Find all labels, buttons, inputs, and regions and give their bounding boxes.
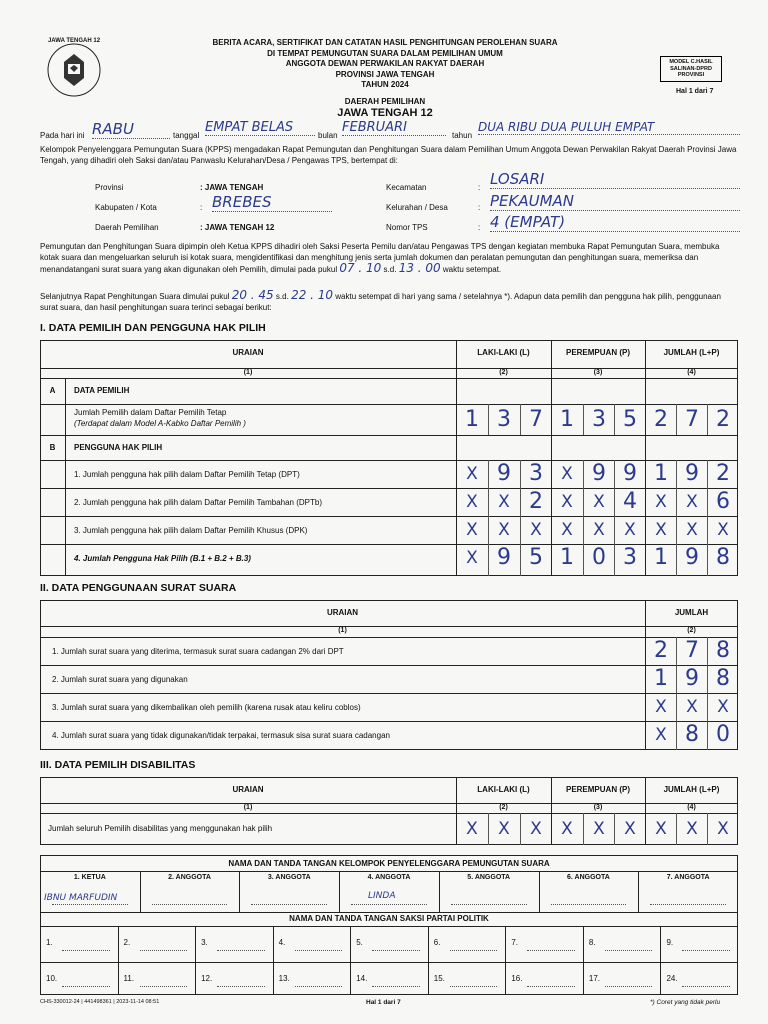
s1-col-j: JUMLAH (L+P)	[663, 348, 720, 357]
surat-suara-row-label: 3. Jumlah surat suara yang dikembalikan oleh pemilih (karena rusak atau keliru coblos)	[52, 703, 361, 712]
disabilitas-digit: X	[593, 819, 605, 839]
kecamatan-label: Kecamatan	[386, 183, 427, 192]
kecamatan-colon: :	[478, 183, 481, 192]
saksi-signature-line[interactable]	[295, 950, 343, 951]
kpu-logo	[46, 42, 102, 98]
surat-suara-row-label: 2. Jumlah surat suara yang digunakan	[52, 675, 188, 684]
footer-note: *) Coret yang tidak perlu	[650, 999, 721, 1006]
surat-suara-digit: 9	[685, 666, 699, 691]
header-line-5: TAHUN 2024	[361, 80, 409, 89]
section-2-title: II. DATA PENGGUNAAN SURAT SUARA	[40, 582, 237, 594]
pengguna-digit: X	[624, 520, 636, 540]
pengguna-digit: 9	[623, 461, 637, 486]
disabilitas-digit: X	[686, 819, 698, 839]
surat-suara-digit: X	[717, 697, 729, 717]
saksi-divider	[505, 962, 506, 995]
saksi-divider	[583, 926, 584, 962]
saksi-signature-line[interactable]	[372, 950, 420, 951]
intro-paragraph: Kelompok Penyelenggara Pemungutan Suara (KPPS) mengadakan Rapat Pemungutan dan Penghitungan Suara dalam Pemilihan Umum Anggota Dewan Perwakilan Rakyat Daerah Provinsi Jawa Tengah, yang dihadiri oleh Saksi dan/atau Panwaslu Kelurahan/Desa / Pengawas TPS, bertempat di:	[40, 145, 737, 165]
kpps-divider	[339, 871, 340, 912]
s3-n3: (3)	[593, 804, 603, 811]
dpt-digit: 5	[623, 407, 637, 432]
surat-suara-digit: 8	[685, 722, 699, 747]
dapil-loc-label: Daerah Pemilihan	[95, 223, 159, 232]
pengguna-digit: 5	[529, 545, 543, 570]
kabkota-colon: :	[200, 203, 203, 212]
dpt-digit: 1	[560, 407, 574, 432]
s3-col-p: PEREMPUAN (P)	[565, 785, 630, 794]
count-start: 20 . 45	[231, 288, 274, 302]
s2-col-uraian: URAIAN	[326, 608, 359, 617]
saksi-signature-line[interactable]	[62, 950, 110, 951]
s2-n2: (2)	[687, 627, 696, 634]
s2-n1: (1)	[338, 627, 347, 634]
s3-n4: (4)	[687, 804, 696, 811]
anggota4-name: LINDA	[368, 891, 396, 901]
saksi-signature-line[interactable]	[140, 986, 188, 987]
saksi-divider	[350, 926, 351, 962]
pengguna-digit: X	[686, 520, 698, 540]
saksi-divider	[350, 962, 351, 995]
dpt-digit: 3	[497, 407, 511, 432]
model-line-1: MODEL C.HASIL	[669, 59, 713, 65]
pengguna-digit: X	[530, 520, 542, 540]
kabkota-value: BREBES	[212, 193, 332, 212]
pengguna-digit: 9	[497, 461, 511, 486]
saksi-divider	[273, 926, 274, 962]
kpps-member-label: 5. ANGGOTA	[467, 874, 511, 881]
saksi-divider	[428, 962, 429, 995]
surat-suara-digit: 1	[654, 666, 668, 691]
header-line-1: BERITA ACARA, SERTIFIKAT DAN CATATAN HASIL PENGHITUNGAN PEROLEHAN SUARA	[212, 38, 558, 47]
saksi-divider	[505, 926, 506, 962]
s3-col-j: JUMLAH (L+P)	[663, 785, 720, 794]
surat-suara-digit: X	[655, 725, 667, 745]
start-time: 07 . 10	[339, 261, 382, 275]
pengguna-digit: X	[655, 492, 667, 512]
tps-colon: :	[478, 223, 481, 232]
saksi-signature-line[interactable]	[140, 950, 188, 951]
saksi-number: 2.	[123, 938, 131, 947]
bulan-value: FEBRUARI	[342, 120, 446, 136]
saksi-divider	[273, 962, 274, 995]
saksi-signature-line[interactable]	[217, 950, 265, 951]
process-text: Pemungutan dan Penghitungan Suara dipimpin oleh Ketua KPPS dihadiri oleh Saksi Peserta Pemilu dan/atau Pengawas TPS dengan kegiatan membuka Rapat Pemungutan Suara, membuka kotak suara dan mengeluarkan seluruh isi kotak suara, mengidentifikasi dan menghitung jenis serta jumlah dokumen dan peralatan pemungutan dan penghitungan suara, memeriksa dan menandatangani surat suara yang akan digunakan oleh Pemilih, dimulai pada pukul	[40, 242, 720, 274]
kpps-member-label: 2. ANGGOTA	[168, 874, 211, 881]
saksi-divider	[660, 962, 661, 995]
pengguna-digit: 9	[497, 545, 511, 570]
pengguna-digit: 2	[716, 461, 730, 486]
surat-suara-digit: 7	[685, 638, 699, 663]
disabilitas-digit: X	[498, 819, 510, 839]
process-paragraph	[40, 241, 740, 275]
pengguna-digit: X	[561, 492, 573, 512]
s1-a-title: DATA PEMILIH	[74, 386, 130, 395]
pengguna-digit: 3	[623, 545, 637, 570]
pengguna-digit: X	[593, 492, 605, 512]
s3-n1: (1)	[243, 804, 253, 811]
disabilitas-digit: X	[530, 819, 542, 839]
section-1-title: I. DATA PEMILIH DAN PENGGUNA HAK PILIH	[40, 322, 266, 334]
kpps-signature-line[interactable]	[251, 904, 327, 905]
saksi-divider	[428, 926, 429, 962]
s1-col-p: PEREMPUAN (P)	[565, 348, 630, 357]
s1-a-label: A	[49, 386, 56, 395]
kelurahan-colon: :	[478, 203, 481, 212]
bulan-label: bulan	[318, 131, 338, 140]
s1-a-row-note: (Terdapat dalam Model A-Kabko Daftar Pemilih )	[74, 419, 246, 428]
pengguna-row-label: 4. Jumlah Pengguna Hak Pilih (B.1 + B.2 + B.3)	[74, 554, 251, 563]
saksi-signature-line[interactable]	[682, 986, 730, 987]
hari-value: RABU	[92, 120, 170, 139]
pengguna-digit: X	[466, 464, 478, 484]
pada-hari-ini-label: Pada hari ini	[40, 131, 85, 140]
dapil-loc-value: : JAWA TENGAH 12	[200, 223, 275, 232]
dapil-label: DAERAH PEMILIHAN	[344, 97, 426, 106]
disabilitas-digit: X	[655, 819, 667, 839]
surat-suara-row-label: 1. Jumlah surat suara yang diterima, termasuk surat suara cadangan 2% dari DPT	[52, 647, 344, 656]
kelurahan-value: PEKAUMAN	[490, 192, 740, 211]
model-line-2: SALINAN-DPRD	[670, 65, 712, 72]
document-header	[150, 38, 620, 91]
pengguna-digit: 1	[654, 461, 668, 486]
kabkota-label: Kabupaten / Kota	[95, 203, 157, 212]
kpps-signature-line[interactable]	[451, 904, 527, 905]
sd-1: s.d.	[383, 265, 397, 274]
pengguna-row-label: 3. Jumlah pengguna hak pilih dalam Daftar Pemilih Khusus (DPK)	[74, 526, 308, 535]
disabilitas-digit: X	[717, 819, 729, 839]
pengguna-digit: 6	[716, 489, 730, 514]
saksi-number: 9.	[666, 938, 674, 947]
saksi-divider	[195, 962, 196, 995]
pengguna-digit: 0	[592, 545, 606, 570]
kpu-emblem-icon	[46, 42, 102, 98]
surat-suara-row-label: 4. Jumlah surat suara yang tidak digunakan/tidak terpakai, termasuk sisa surat suara cadangan	[52, 731, 390, 740]
pengguna-digit: 9	[685, 461, 699, 486]
pengguna-digit: 1	[560, 545, 574, 570]
kpps-signature-line[interactable]	[52, 904, 128, 905]
sd-2: s.d.	[275, 292, 289, 301]
kpps-member-label: 3. ANGGOTA	[267, 874, 311, 881]
pengguna-row-label: 1. Jumlah pengguna hak pilih dalam Daftar Pemilih Tetap (DPT)	[74, 470, 300, 479]
pengguna-digit: X	[466, 548, 478, 568]
provinsi-value: : JAWA TENGAH	[200, 183, 264, 192]
s1-b-title: PENGGUNA HAK PILIH	[74, 443, 163, 452]
dpt-digit: 7	[685, 407, 699, 432]
s1-col-l: LAKI-LAKI (L)	[477, 348, 530, 357]
disabilitas-digit: X	[466, 819, 478, 839]
kpps-divider	[239, 871, 240, 912]
tanggal-value: EMPAT BELAS	[205, 120, 315, 136]
saksi-signature-line[interactable]	[295, 986, 343, 987]
kpps-divider	[140, 871, 141, 912]
kpps-member-label: 6. ANGGOTA	[567, 874, 610, 881]
pengguna-digit: X	[686, 492, 698, 512]
saksi-number: 3.	[201, 938, 208, 947]
kpps-divider	[439, 871, 440, 912]
saksi-signature-line[interactable]	[450, 950, 498, 951]
dpt-digit: 2	[716, 407, 730, 432]
saksi-signature-line[interactable]	[62, 986, 110, 987]
footer-code: CHS-330012-24 | 441498361 | 2023-11-14 08:51	[40, 999, 160, 1005]
disabilitas-digit: X	[561, 819, 573, 839]
saksi-signature-line[interactable]	[527, 986, 575, 987]
pengguna-digit: 2	[529, 489, 543, 514]
saksi-divider	[583, 962, 584, 995]
saksi-signature-line[interactable]	[605, 950, 653, 951]
kpps-signature-line[interactable]	[551, 904, 627, 905]
saksi-number: 15.	[433, 974, 445, 983]
saksi-number: 8.	[588, 938, 596, 947]
disabilitas-digit: X	[624, 819, 636, 839]
pengguna-digit: X	[498, 520, 510, 540]
saksi-signature-line[interactable]	[217, 986, 265, 987]
header-line-3: ANGGOTA DEWAN PERWAKILAN RAKYAT DAERAH	[285, 59, 485, 68]
count-text: Selanjutnya Rapat Penghitungan Suara dimulai pukul	[40, 292, 230, 301]
saksi-number: 13.	[278, 974, 290, 983]
pengguna-digit: X	[561, 520, 573, 540]
pengguna-digit: X	[498, 492, 510, 512]
surat-suara-digit: X	[655, 697, 667, 717]
s1-n3: (3)	[593, 369, 603, 376]
logo-caption: JAWA TENGAH 12	[47, 38, 101, 44]
kpps-divider	[638, 871, 639, 912]
saksi-number: 1.	[46, 938, 53, 947]
saksi-number: 10.	[46, 974, 58, 983]
pengguna-digit: 8	[716, 545, 730, 570]
saksi-number: 4.	[278, 938, 286, 947]
pengguna-digit: X	[593, 520, 605, 540]
kpps-member-label: 1. KETUA	[73, 874, 106, 881]
section-3-title: III. DATA PEMILIH DISABILITAS	[40, 759, 196, 771]
model-line-3: PROVINSI	[677, 72, 705, 78]
s1-n2: (2)	[499, 369, 508, 376]
kpps-member-label: 7. ANGGOTA	[666, 874, 710, 881]
s3-row-label: Jumlah seluruh Pemilih disabilitas yang menggunakan hak pilih	[48, 824, 273, 833]
pengguna-digit: X	[717, 520, 729, 540]
saksi-divider	[118, 926, 119, 962]
pengguna-digit: 9	[592, 461, 606, 486]
surat-suara-digit: 8	[716, 638, 730, 663]
pengguna-digit: 4	[623, 489, 637, 514]
saksi-number: 14.	[356, 974, 368, 983]
kecamatan-value: LOSARI	[490, 170, 740, 189]
kpps-member-label: 4. ANGGOTA	[367, 874, 411, 881]
saksi-signature-line[interactable]	[527, 950, 575, 951]
header-line-2: DI TEMPAT PEMUNGUTAN SUARA DALAM PEMILIHAN UMUM	[267, 48, 503, 58]
s2-col-j: JUMLAH	[674, 608, 709, 617]
saksi-signature-line[interactable]	[605, 986, 653, 987]
s1-n1: (1)	[243, 369, 253, 376]
s3-col-l: LAKI-LAKI (L)	[477, 785, 530, 794]
saksi-number: 24.	[666, 974, 678, 983]
tahun-label: tahun	[452, 131, 473, 140]
saksi-signature-line[interactable]	[372, 986, 420, 987]
saksi-signature-line[interactable]	[450, 986, 498, 987]
pengguna-row-label: 2. Jumlah pengguna hak pilih dalam Daftar Pemilih Tambahan (DPTb)	[74, 498, 322, 507]
count-paragraph	[40, 290, 740, 313]
kpps-signature-line[interactable]	[351, 904, 427, 905]
surat-suara-digit: 8	[716, 666, 730, 691]
dpt-digit: 1	[465, 407, 479, 432]
dpt-digit: 3	[592, 407, 606, 432]
saksi-signature-line[interactable]	[682, 950, 730, 951]
surat-suara-digit: 0	[716, 722, 730, 747]
saksi-number: 17.	[588, 974, 600, 983]
pengguna-digit: X	[466, 492, 478, 512]
pengguna-digit: X	[466, 520, 478, 540]
tps-label: Nomor TPS	[386, 223, 428, 232]
saksi-number: 7.	[511, 938, 518, 947]
end-time: 13 . 00	[398, 261, 441, 275]
s1-col-uraian: URAIAN	[232, 348, 264, 357]
s1-b-label: B	[49, 443, 56, 452]
tanggal-label: tanggal	[173, 131, 200, 140]
saksi-title: NAMA DAN TANDA TANGAN SAKSI PARTAI POLITIK	[289, 914, 489, 923]
tps-value: 4 (EMPAT)	[490, 213, 740, 232]
saksi-divider	[118, 962, 119, 995]
count-end: 22 . 10	[291, 288, 334, 302]
s3-col-uraian: URAIAN	[232, 785, 264, 794]
pengguna-digit: X	[655, 520, 667, 540]
kpps-signature-line[interactable]	[152, 904, 228, 905]
s1-a-row: Jumlah Pemilih dalam Daftar Pemilih Tetap	[74, 408, 227, 417]
pengguna-digit: 1	[654, 545, 668, 570]
ketua-name: IBNU MARFUDIN	[44, 893, 118, 903]
saksi-number: 11.	[123, 974, 135, 983]
header-line-4: PROVINSI JAWA TENGAH	[335, 69, 435, 79]
kpps-signature-line[interactable]	[650, 904, 726, 905]
kpps-title: NAMA DAN TANDA TANGAN KELOMPOK PENYELENGGARA PEMUNGUTAN SUARA	[228, 859, 550, 868]
saksi-number: 5.	[356, 938, 363, 947]
dpt-digit: 7	[529, 407, 543, 432]
saksi-number: 6.	[433, 938, 441, 947]
footer-page: Hal 1 dari 7	[366, 999, 401, 1006]
surat-suara-digit: 2	[654, 638, 668, 663]
count-mid: waktu setempat di hari yang sama / setelahnya *). Adapun data pemilih dan	[335, 292, 603, 301]
dapil-title: JAWA TENGAH 12	[337, 107, 433, 119]
provinsi-label: Provinsi	[95, 183, 124, 192]
model-box	[660, 56, 722, 82]
page-indicator: Hal 1 dari 7	[676, 88, 714, 95]
pengguna-digit: 3	[529, 461, 543, 486]
process-end: waktu setempat.	[442, 265, 502, 274]
s1-n4: (4)	[687, 369, 696, 376]
saksi-divider	[660, 926, 661, 962]
kelurahan-label: Kelurahan / Desa	[386, 203, 448, 212]
pengguna-digit: X	[561, 464, 573, 484]
count-end-text: pengguna hak pilih, penggunaan surat suara, dan hasil penghitungan suara terinci sebagai berikut:	[40, 292, 721, 312]
pengguna-digit: 9	[685, 545, 699, 570]
saksi-divider	[195, 926, 196, 962]
saksi-number: 12.	[201, 974, 213, 983]
s3-n2: (2)	[499, 804, 508, 811]
saksi-number: 16.	[511, 974, 523, 983]
kpps-divider	[539, 871, 540, 912]
surat-suara-digit: X	[686, 697, 698, 717]
dpt-digit: 2	[654, 407, 668, 432]
tahun-value: DUA RIBU DUA PULUH EMPAT	[478, 120, 740, 135]
